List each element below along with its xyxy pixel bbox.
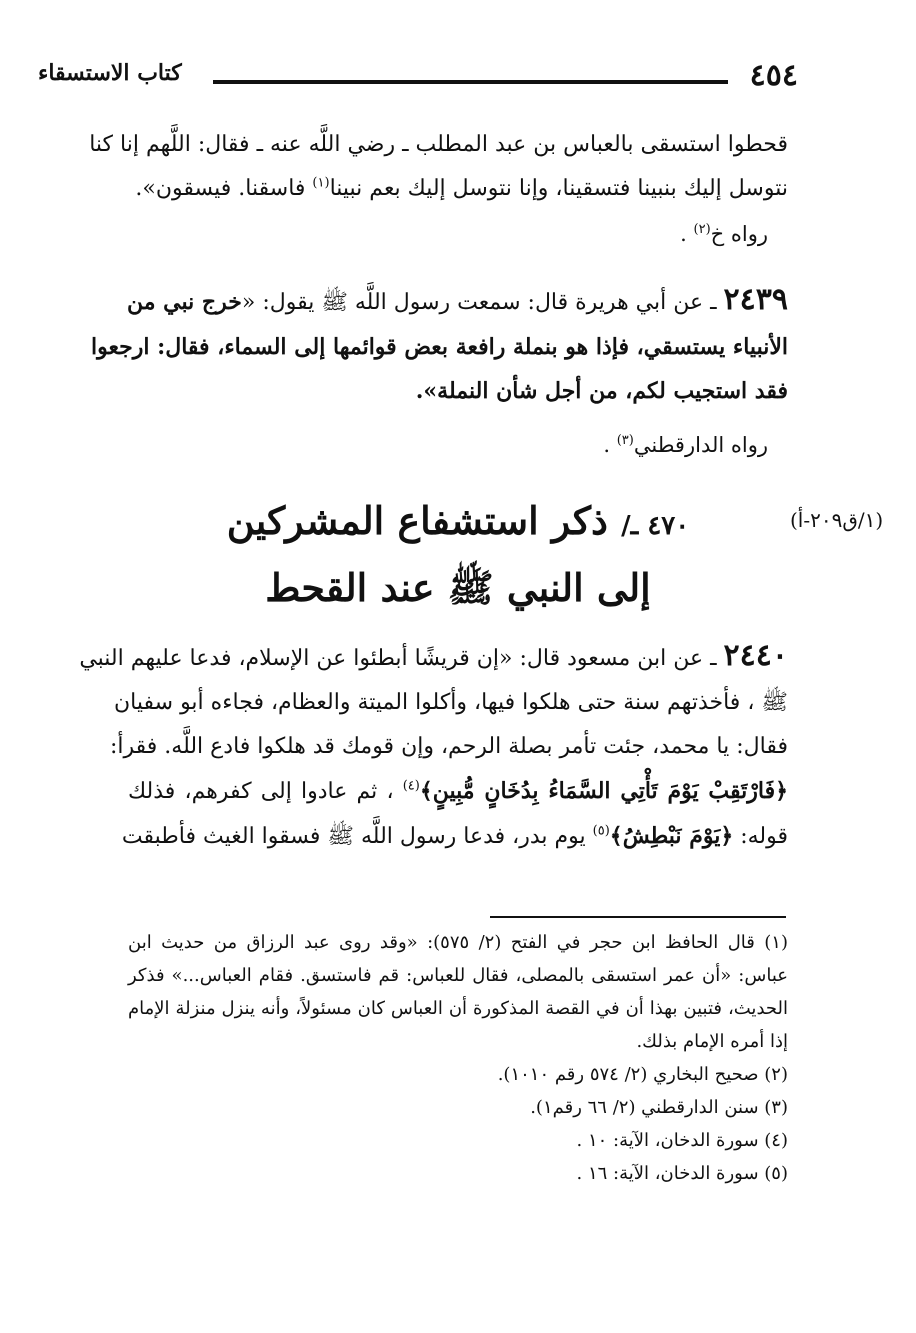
quran-verse: ﴿يَوْمَ نَبْطِشُ﴾ <box>609 823 734 849</box>
footnotes <box>128 926 788 1190</box>
transmission-note: رواه خ$^{(٢)}$ . <box>680 222 768 246</box>
text-line: ﷺ ، فأخذتهم سنة حتى هلكوا فيها، وأكلوا الميتة والعظام، فجاءه أبو سفيان <box>114 690 788 715</box>
text-line: ٢٤٣٩ ـ عن أبي هريرة قال: سمعت رسول اللَّه ﷺ يقول: «خرج نبي من <box>126 282 788 317</box>
footnote-separator <box>490 916 786 918</box>
footnote-line: عباس: «أن عمر استسقى بالمصلى، فقال للعباس: قم فاستسق. فقام العباس...» فذكر <box>128 965 788 986</box>
chapter-title-line: ٤٧٠ ـ/ ذكر استشفاع المشركين <box>226 498 690 543</box>
footnote-line: الحديث، فتبين بهذا أن في القصة المذكورة أن العباس كان مسئولاً، وأنه ينزل منزلة الإمام <box>128 998 788 1019</box>
manuscript-margin-ref: (١/ق٢٠٩-أ) <box>790 508 884 532</box>
footnote-2: (٢) صحيح البخاري (٢/ ٥٧٤ رقم ١٠١٠). <box>497 1064 788 1085</box>
text-line: فقد استجيب لكم، من أجل شأن النملة». <box>415 378 788 404</box>
text-line: قوله: ﴿يَوْمَ نَبْطِشُ﴾$^{(٥)}$ يوم بدر، فدعا رسول اللَّه ﷺ فسقوا الغيث فأطبقت <box>121 823 788 849</box>
footnote-ref: (٥) <box>592 823 610 839</box>
footnote-ref: (١) <box>312 175 330 191</box>
top-paragraph <box>89 123 788 211</box>
chapter-heading <box>128 490 788 619</box>
book-title: كتاب الاستسقاء <box>38 60 182 86</box>
hadith-number: ٢٤٣٩ <box>723 282 788 317</box>
text-line: قحطوا استسقى بالعباس بن عبد المطلب ـ رضي اللَّه عنه ـ فقال: اللَّهم إنا كنا <box>89 132 788 157</box>
footnote-3: (٣) سنن الدارقطني (٢/ ٦٦ رقم١). <box>530 1097 788 1118</box>
running-header <box>38 58 798 98</box>
text-line: ﴿فَارْتَقِبْ يَوْمَ تَأْتِي السَّمَاءُ بِدُخَانٍ مُّبِينٍ﴾$^{(٤)}$ ، ثم عادوا إلى كفرهم، فذلك <box>128 778 788 804</box>
chapter-number: ٤٧٠ ـ/ <box>621 511 690 541</box>
text-line: الأنبياء يستسقي، فإذا هو بنملة رافعة بعض قوائمها إلى السماء، فقال: ارجعوا <box>91 334 788 360</box>
chapter-title-line: إلى النبي ﷺ عند القحط <box>265 565 651 610</box>
text-line: ٢٤٤٠ ـ عن ابن مسعود قال: «إن قريشًا أبطئوا عن الإسلام، فدعا عليهم النبي <box>79 638 788 673</box>
header-rule <box>213 80 728 84</box>
footnote-ref: (٢) <box>693 222 711 237</box>
quran-verse: ﴿فَارْتَقِبْ يَوْمَ تَأْتِي السَّمَاءُ بِدُخَانٍ مُّبِينٍ﴾ <box>419 778 788 804</box>
text-line: فقال: يا محمد، جئت تأمر بصلة الرحم، وإن قومك قد هلكوا فادع اللَّه. فقرأ: <box>109 734 788 759</box>
footnote-ref: (٣) <box>616 433 634 448</box>
hadith-number: ٢٤٤٠ <box>723 638 788 673</box>
page-number: ٤٥٤ <box>749 58 798 93</box>
text-line: نتوسل إليك بنبينا فتسقينا، وإنا نتوسل إليك بعم نبينا$^{(١)}$ فاسقنا. فيسقون». <box>135 175 788 201</box>
transmission-note: رواه الدارقطني$^{(٣)}$ . <box>603 433 768 457</box>
footnote-line: إذا أمره الإمام بذلك. <box>636 1031 788 1052</box>
hadith-2439 <box>91 278 788 413</box>
hadith-2440 <box>79 634 788 859</box>
footnote-ref: (٤) <box>402 778 420 794</box>
footnote-4: (٤) سورة الدخان، الآية: ١٠ . <box>576 1130 788 1151</box>
footnote-5: (٥) سورة الدخان، الآية: ١٦ . <box>576 1163 788 1184</box>
footnote-line: (١) قال الحافظ ابن حجر في الفتح (٢/ ٥٧٥): «وقد روى عبد الرزاق من حديث ابن <box>128 932 788 953</box>
